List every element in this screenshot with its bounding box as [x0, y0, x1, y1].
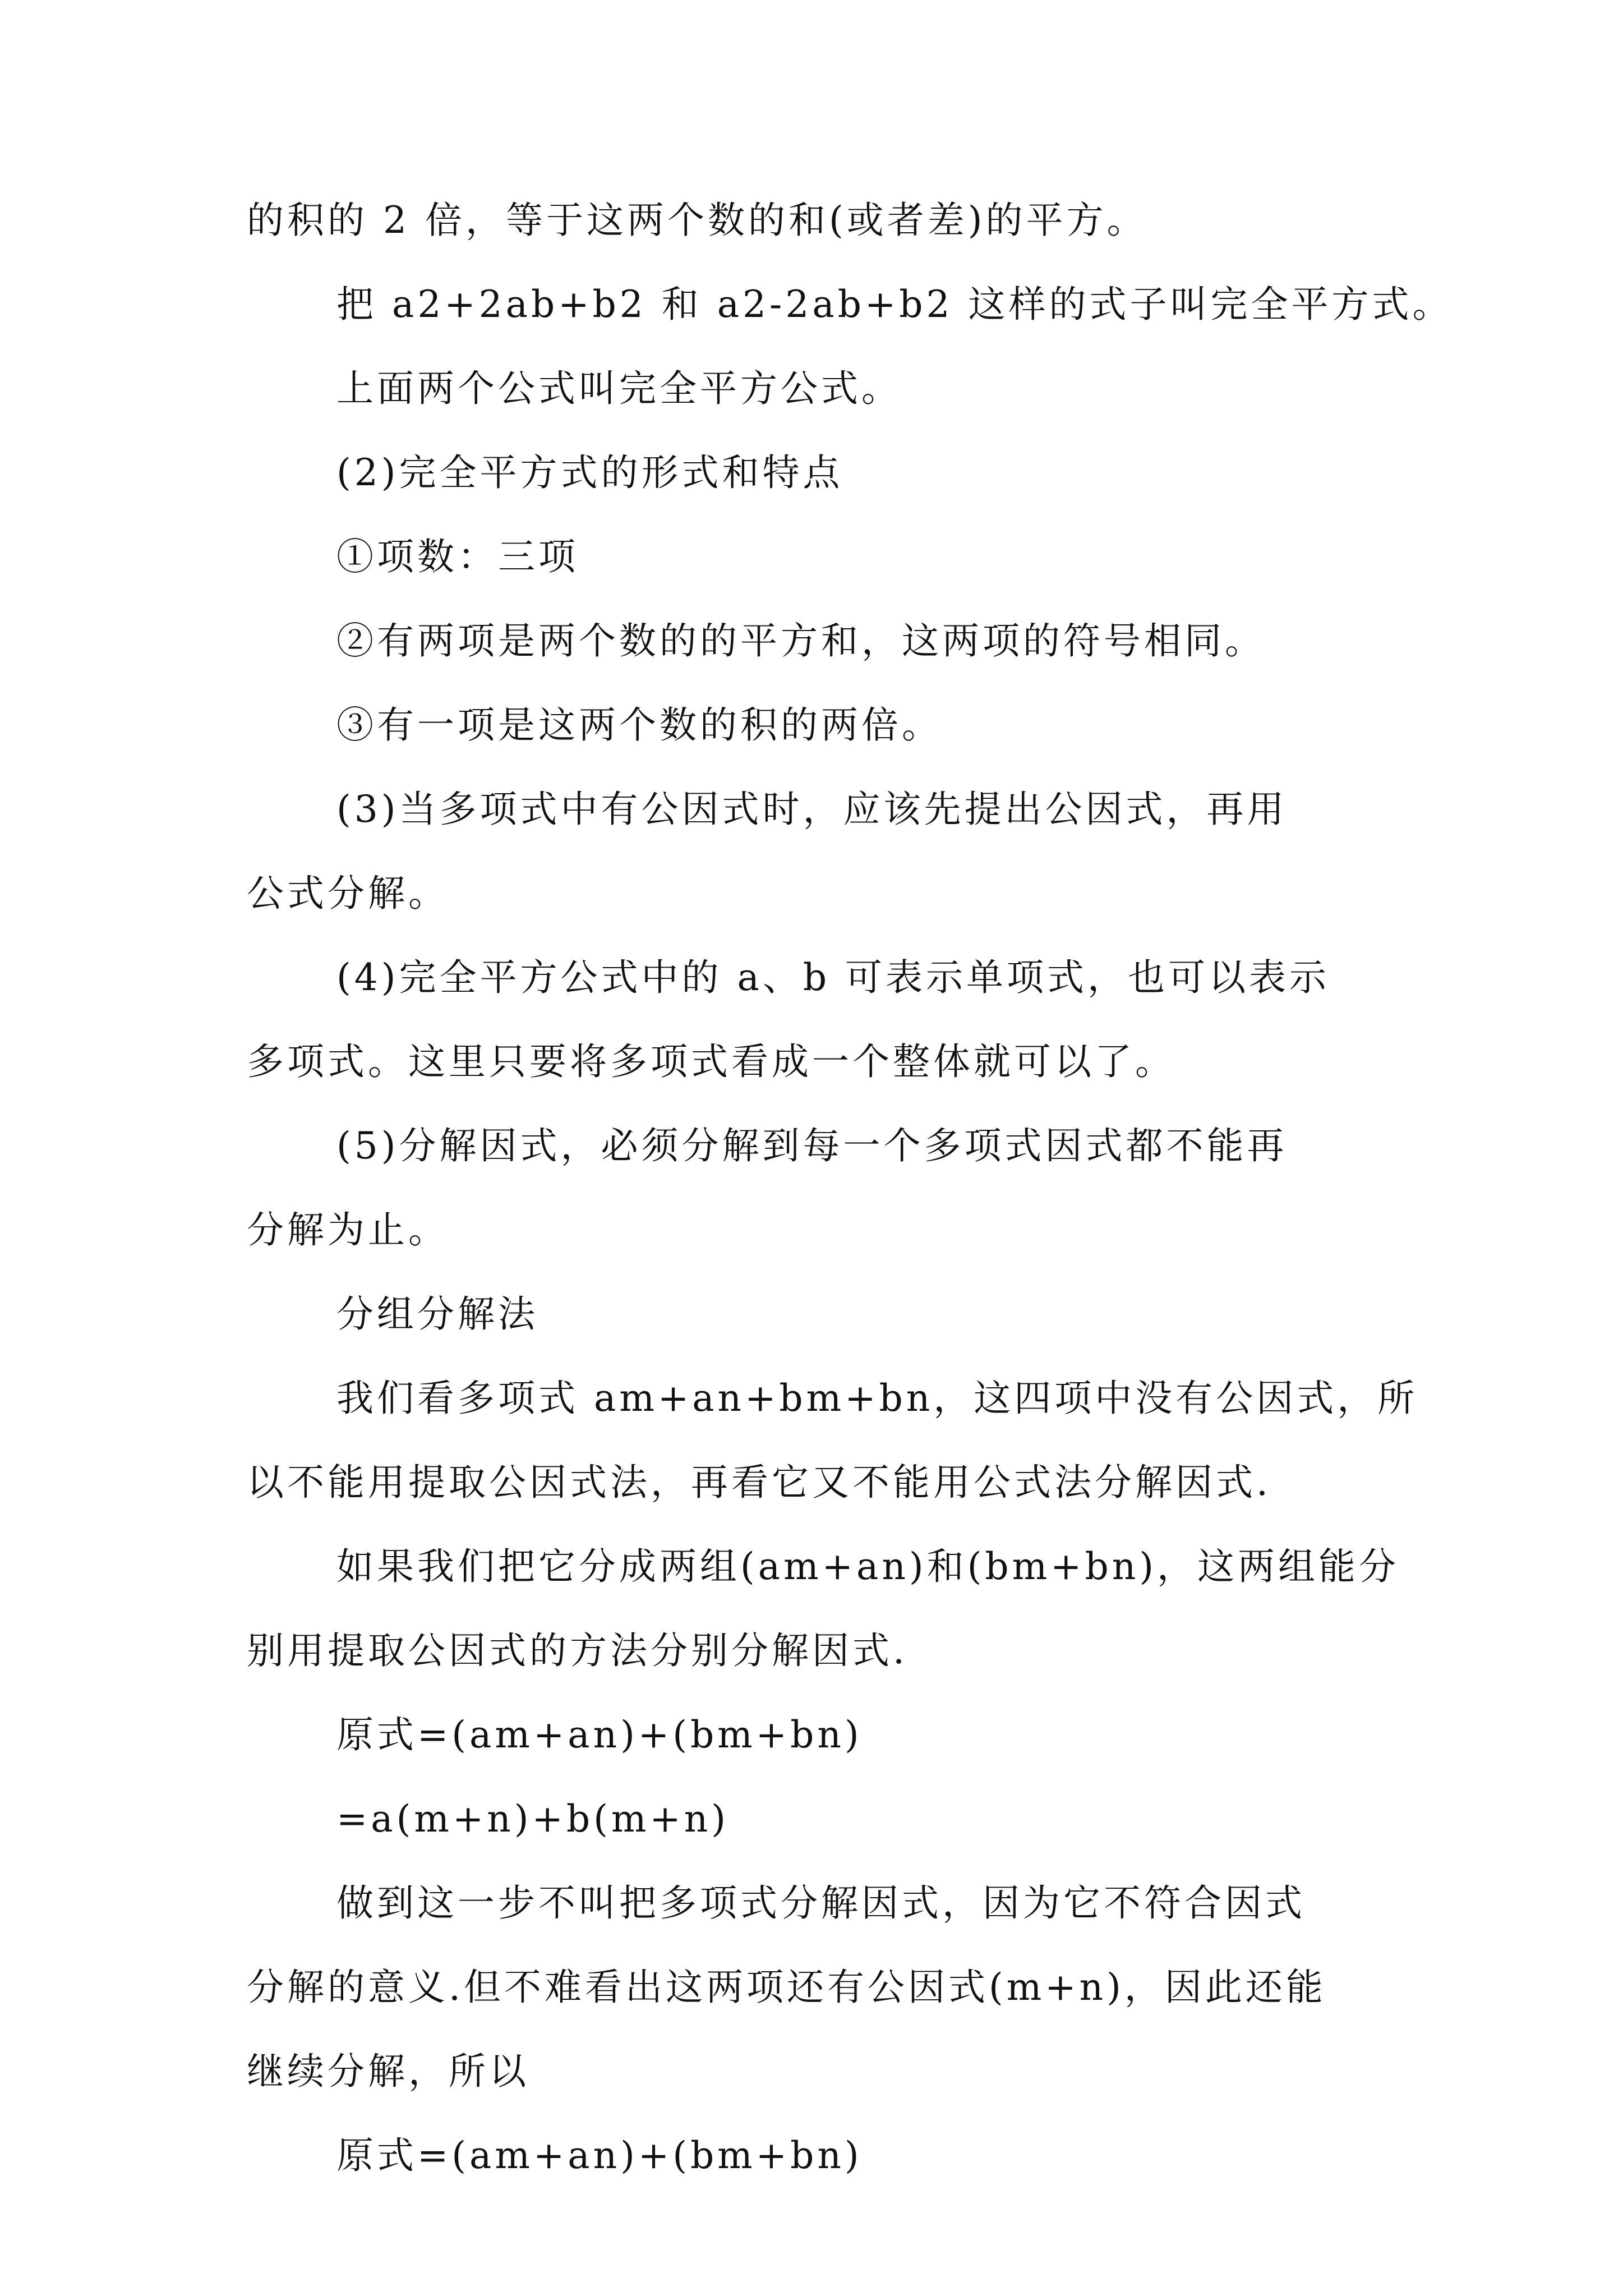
- text-line: 的积的 2 倍，等于这两个数的和(或者差)的平方。: [247, 199, 1147, 242]
- list-item: ③有一项是这两个数的积的两倍。: [336, 703, 942, 747]
- list-item: ①项数：三项: [336, 535, 579, 578]
- text-line: 上面两个公式叫完全平方公式。: [336, 367, 902, 410]
- text-line: 我们看多项式 am+an+bm+bn，这四项中没有公因式，所: [336, 1377, 1418, 1420]
- text-line: 别用提取公因式的方法分别分解因式.: [247, 1629, 908, 1672]
- text-line: 公式分解。: [247, 872, 449, 915]
- text-line: 把 a2+2ab+b2 和 a2-2ab+b2 这样的式子叫完全平方式。: [336, 283, 1453, 326]
- text-line: (3)当多项式中有公因式时，应该先提出公因式，再用: [336, 788, 1288, 831]
- formula-line: =a(m+n)+b(m+n): [336, 1797, 729, 1841]
- text-line: 做到这一步不叫把多项式分解因式，因为它不符合因式: [336, 1881, 1306, 1925]
- text-line: (4)完全平方公式中的 a、b 可表示单项式，也可以表示: [336, 956, 1330, 999]
- text-line: 如果我们把它分成两组(am+an)和(bm+bn)，这两组能分: [336, 1545, 1399, 1588]
- section-heading: (2)完全平方式的形式和特点: [336, 451, 843, 494]
- text-line: 继续分解，所以: [247, 2050, 529, 2093]
- document-body: [247, 199, 1453, 2221]
- formula-line: 原式=(am+an)+(bm+bn): [336, 2134, 863, 2177]
- list-item: ②有两项是两个数的的平方和，这两项的符号相同。: [336, 619, 1265, 662]
- formula-line: 原式=(am+an)+(bm+bn): [336, 1713, 863, 1756]
- text-line: (5)分解因式，必须分解到每一个多项式因式都不能再: [336, 1124, 1288, 1167]
- section-heading: 分组分解法: [336, 1292, 538, 1336]
- text-line: 分解为止。: [247, 1208, 449, 1251]
- text-line: 多项式。这里只要将多项式看成一个整体就可以了。: [247, 1040, 1175, 1083]
- text-line: 分解的意义.但不难看出这两项还有公因式(m+n)，因此还能: [247, 1966, 1326, 2009]
- text-line: 以不能用提取公因式法，再看它又不能用公式法分解因式.: [247, 1461, 1271, 1504]
